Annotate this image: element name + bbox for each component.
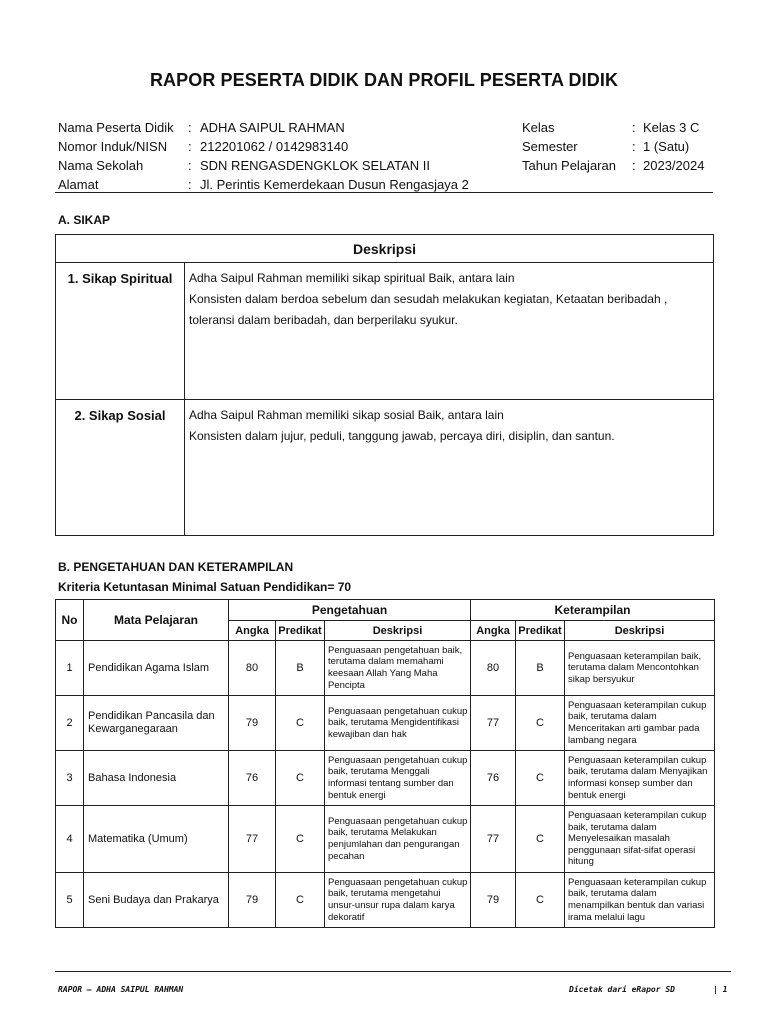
- row-no: 3: [56, 751, 84, 806]
- col-p-angka: Angka: [229, 621, 276, 641]
- row-p-deskripsi: Penguasaan pengetahuan cukup baik, terutama mengetahui unsur-unsur rupa dalam karya dekoratif: [325, 873, 471, 928]
- row-mapel: Matematika (Umum): [84, 806, 229, 873]
- sikap-desc-header: Deskripsi: [56, 235, 714, 263]
- footer-divider: [55, 971, 731, 972]
- row-no: 5: [56, 873, 84, 928]
- row-p-angka: 79: [229, 696, 276, 751]
- desc-line: toleransi dalam beribadah, dan berperilaku syukur.: [189, 313, 458, 327]
- section-a-heading: A. SIKAP: [58, 213, 111, 227]
- row-p-predikat: C: [276, 696, 325, 751]
- sikap-sosial-label: 2. Sikap Sosial: [56, 400, 185, 536]
- colon: :: [188, 177, 192, 192]
- row-k-deskripsi: Penguasaan keterampilan cukup baik, terutama dalam menampilkan bentuk dan variasi irama melalui lagu: [565, 873, 715, 928]
- row-k-predikat: B: [516, 641, 565, 696]
- row-k-deskripsi: Penguasaan keterampilan cukup baik, terutama dalam Menyelesaikan masalah penggunaan sifat-sifat operasi hitung: [565, 806, 715, 873]
- row-mapel: Seni Budaya dan Prakarya: [84, 873, 229, 928]
- semester-label: Semester: [522, 139, 578, 154]
- colon: :: [188, 158, 192, 173]
- row-k-deskripsi: Penguasaan keterampilan cukup baik, terutama dalam Menyajikan informasi konsep sumber dan bentuk energi: [565, 751, 715, 806]
- semester-value: 1 (Satu): [643, 139, 690, 154]
- row-k-predikat: C: [516, 873, 565, 928]
- row-p-deskripsi: Penguasaan pengetahuan cukup baik, terutama Mengidentifikasi kewajiban dan hak: [325, 696, 471, 751]
- school-name: SDN RENGASDENGKLOK SELATAN II: [200, 158, 430, 173]
- name-label: Nama Peserta Didik: [58, 120, 174, 135]
- row-k-predikat: C: [516, 751, 565, 806]
- row-p-angka: 79: [229, 873, 276, 928]
- col-mapel: Mata Pelajaran: [84, 600, 229, 641]
- row-mapel: Pendidikan Pancasila dan Kewarganegaraan: [84, 696, 229, 751]
- row-no: 4: [56, 806, 84, 873]
- row-p-predikat: C: [276, 806, 325, 873]
- sikap-sosial-row: [56, 400, 714, 536]
- col-k-angka: Angka: [471, 621, 516, 641]
- row-p-deskripsi: Penguasaan pengetahuan cukup baik, terutama Menggali informasi tentang sumber dan bentuk energi: [325, 751, 471, 806]
- colon: :: [188, 139, 192, 154]
- row-k-deskripsi: Penguasaan keterampilan baik, terutama dalam Mencontohkan sikap bersyukur: [565, 641, 715, 696]
- col-k-predikat: Predikat: [516, 621, 565, 641]
- table-row: [56, 806, 715, 873]
- nilai-table: [55, 599, 715, 928]
- footer-left: RAPOR – ADHA SAIPUL RAHMAN: [58, 985, 184, 994]
- col-k-deskripsi: Deskripsi: [565, 621, 715, 641]
- year-label: Tahun Pelajaran: [522, 158, 616, 173]
- info-row-semester: [522, 137, 704, 156]
- student-address: Jl. Perintis Kemerdekaan Dusun Rengasjaya 2: [200, 177, 469, 192]
- info-row-school: [58, 156, 469, 175]
- row-p-angka: 77: [229, 806, 276, 873]
- row-p-predikat: C: [276, 751, 325, 806]
- info-row-name: [58, 118, 469, 137]
- table-row: [56, 873, 715, 928]
- sikap-table: [55, 234, 714, 536]
- kkm-text: Kriteria Ketuntasan Minimal Satuan Pendidikan= 70: [58, 580, 352, 594]
- desc-line: Adha Saipul Rahman memiliki sikap spiritual Baik, antara lain: [189, 271, 515, 285]
- footer-printed-from: Dicetak dari eRapor SD: [569, 985, 675, 994]
- row-k-angka: 80: [471, 641, 516, 696]
- sikap-sosial-desc: [185, 400, 714, 536]
- info-row-nisn: [58, 137, 469, 156]
- school-label: Nama Sekolah: [58, 158, 144, 173]
- colon: :: [632, 139, 636, 154]
- col-keterampilan: Keterampilan: [471, 600, 715, 621]
- col-p-predikat: Predikat: [276, 621, 325, 641]
- row-k-predikat: C: [516, 696, 565, 751]
- row-p-deskripsi: Penguasaan pengetahuan cukup baik, terutama Melakukan penjumlahan dan pengurangan pecahan: [325, 806, 471, 873]
- row-k-angka: 77: [471, 696, 516, 751]
- desc-line: Konsisten dalam jujur, peduli, tanggung jawab, percaya diri, disiplin, dan santun.: [189, 429, 615, 443]
- row-no: 1: [56, 641, 84, 696]
- row-k-predikat: C: [516, 806, 565, 873]
- row-no: 2: [56, 696, 84, 751]
- class-value: Kelas 3 C: [643, 120, 700, 135]
- row-p-angka: 80: [229, 641, 276, 696]
- row-p-angka: 76: [229, 751, 276, 806]
- row-k-angka: 79: [471, 873, 516, 928]
- row-mapel: Bahasa Indonesia: [84, 751, 229, 806]
- table-row: [56, 751, 715, 806]
- row-p-deskripsi: Penguasaan pengetahuan baik, terutama dalam memahami keesaan Allah Yang Maha Pencipta: [325, 641, 471, 696]
- row-k-deskripsi: Penguasaan keterampilan cukup baik, terutama dalam Menceritakan arti gambar pada lambang negara: [565, 696, 715, 751]
- colon: :: [632, 120, 636, 135]
- info-row-class: [522, 118, 704, 137]
- table-row: [56, 641, 715, 696]
- nisn-label: Nomor Induk/NISN: [58, 139, 168, 154]
- row-p-predikat: C: [276, 873, 325, 928]
- row-p-predikat: B: [276, 641, 325, 696]
- col-p-deskripsi: Deskripsi: [325, 621, 471, 641]
- row-k-angka: 77: [471, 806, 516, 873]
- colon: :: [188, 120, 192, 135]
- address-label: Alamat: [58, 177, 99, 192]
- student-name: ADHA SAIPUL RAHMAN: [200, 120, 345, 135]
- desc-line: Adha Saipul Rahman memiliki sikap sosial Baik, antara lain: [189, 408, 504, 422]
- page-title: RAPOR PESERTA DIDIK DAN PROFIL PESERTA DIDIK: [149, 70, 619, 90]
- col-no: No: [56, 600, 84, 641]
- class-label: Kelas: [522, 120, 555, 135]
- sikap-spiritual-row: [56, 263, 714, 400]
- student-info-right: [522, 118, 704, 175]
- student-info-left: [58, 118, 469, 194]
- colon: :: [632, 158, 636, 173]
- footer-page-number: | 1: [713, 985, 728, 994]
- sikap-spiritual-desc: [185, 263, 714, 400]
- sikap-spiritual-label: 1. Sikap Spiritual: [56, 263, 185, 400]
- desc-line: Konsisten dalam berdoa sebelum dan sesudah melakukan kegiatan, Ketaatan beribadah ,: [189, 292, 668, 306]
- row-mapel: Pendidikan Agama Islam: [84, 641, 229, 696]
- header-divider: [55, 192, 713, 193]
- section-b-heading: B. PENGETAHUAN DAN KETERAMPILAN: [58, 560, 294, 574]
- table-row: [56, 696, 715, 751]
- student-nisn: 212201062 / 0142983140: [200, 139, 349, 154]
- year-value: 2023/2024: [643, 158, 705, 173]
- info-row-year: [522, 156, 704, 175]
- col-pengetahuan: Pengetahuan: [229, 600, 471, 621]
- row-k-angka: 76: [471, 751, 516, 806]
